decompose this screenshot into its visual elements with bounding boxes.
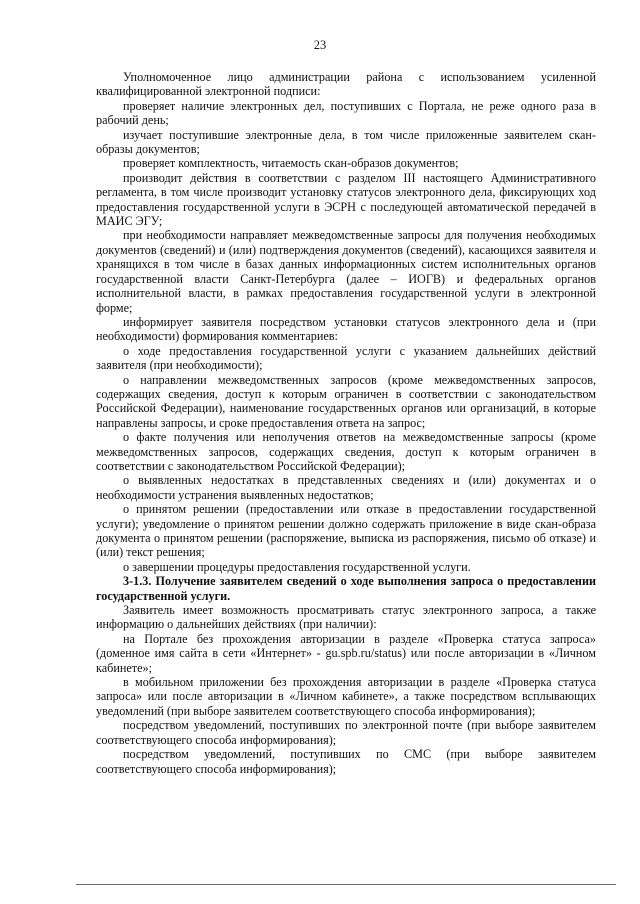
paragraph: о направлении межведомственных запросов (кроме межведомственных запросов, содержащих сведения, доступ к которым ограничен в соответствии с законодательством Российской Федерации), наименование государственных органов или организаций, в которые направлены запросы, и сроке предоставления ответа на запрос; xyxy=(96,372,596,430)
paragraph: о завершении процедуры предоставления государственной услуги. xyxy=(123,559,471,574)
paragraph: о факте получения или неполучения ответов на межведомственные запросы (кроме межведомственных запросов, содержащих сведения, доступ к которым ограничен в соответствии с законодательством Российской Федерации); xyxy=(96,430,596,473)
paragraph: информирует заявителя посредством установки статусов электронного дела и (при необходимости) формирования комментариев: xyxy=(96,314,596,344)
paragraph: изучает поступившие электронные дела, в том числе приложенные заявителем скан-образы документов; xyxy=(96,127,596,157)
bottom-divider xyxy=(76,884,616,885)
paragraph: о принятом решении (предоставлении или отказе в предоставлении государственной услуги); уведомление о принятом решении должно содержать приложение в виде скан-образа документа о принятом решении (распоряжение, выписка из распоряжения, письмо об отказе) и (или) текст решения; xyxy=(96,502,596,560)
paragraph: о ходе предоставления государственной услуги с указанием дальнейших действий заявителя (при необходимости); xyxy=(96,343,596,373)
paragraph: проверяет наличие электронных дел, поступивших с Портала, не реже одного раза в рабочий день; xyxy=(96,98,596,128)
paragraph: проверяет комплектность, читаемость скан-образов документов; xyxy=(123,156,459,171)
paragraph: в мобильном приложении без прохождения авторизации в разделе «Проверка статуса запроса» или после авторизации в «Личном кабинете», а также посредством всплывающих уведомлений (при выборе заявителем соответствующего способа информирования); xyxy=(96,675,596,718)
paragraph: при необходимости направляет межведомственные запросы для получения необходимых документов (сведений) и (или) подтверждения документов (сведений), касающихся заявителя и хранящихся в том числе в базах данных информационных систем исполнительных органов государственной власти Санкт-Петербурга (далее – ИОГВ) и федеральных органов исполнительной власти, в рамках предоставления государственной услуги в электронной форме; xyxy=(96,228,596,315)
page-number: 23 xyxy=(313,38,327,52)
paragraph: на Портале без прохождения авторизации в разделе «Проверка статуса запроса» (доменное имя сайта в сети «Интернет» - gu.spb.ru/status) или после авторизации в «Личном кабинете»; xyxy=(96,631,596,675)
paragraph: Уполномоченное лицо администрации района с использованием усиленной квалифицированной электронной подписи: xyxy=(96,70,596,99)
paragraph: производит действия в соответствии с разделом III настоящего Административного регламента, в том числе производит установку статусов электронного дела, фиксирующих ход предоставления государственной услуги в ЭСРН с последующей автоматической передачей в МАИС ЭГУ; xyxy=(96,170,596,229)
paragraph: о выявленных недостатках в представленных сведениях и (или) документах и о необходимости устранения выявленных недостатков; xyxy=(96,473,596,502)
section-heading: 3-1.3. Получение заявителем сведений о ходе выполнения запроса о предоставлении государственной услуги. xyxy=(96,574,596,603)
document-body xyxy=(96,70,596,776)
paragraph: Заявитель имеет возможность просматривать статус электронного запроса, а также информацию о дальнейших действиях (при наличии): xyxy=(96,603,596,632)
paragraph: посредством уведомлений, поступивших по электронной почте (при выборе заявителем соответствующего способа информирования); xyxy=(96,718,596,747)
paragraph: посредством уведомлений, поступивших по СМС (при выборе заявителем соответствующего способа информирования); xyxy=(96,747,596,776)
